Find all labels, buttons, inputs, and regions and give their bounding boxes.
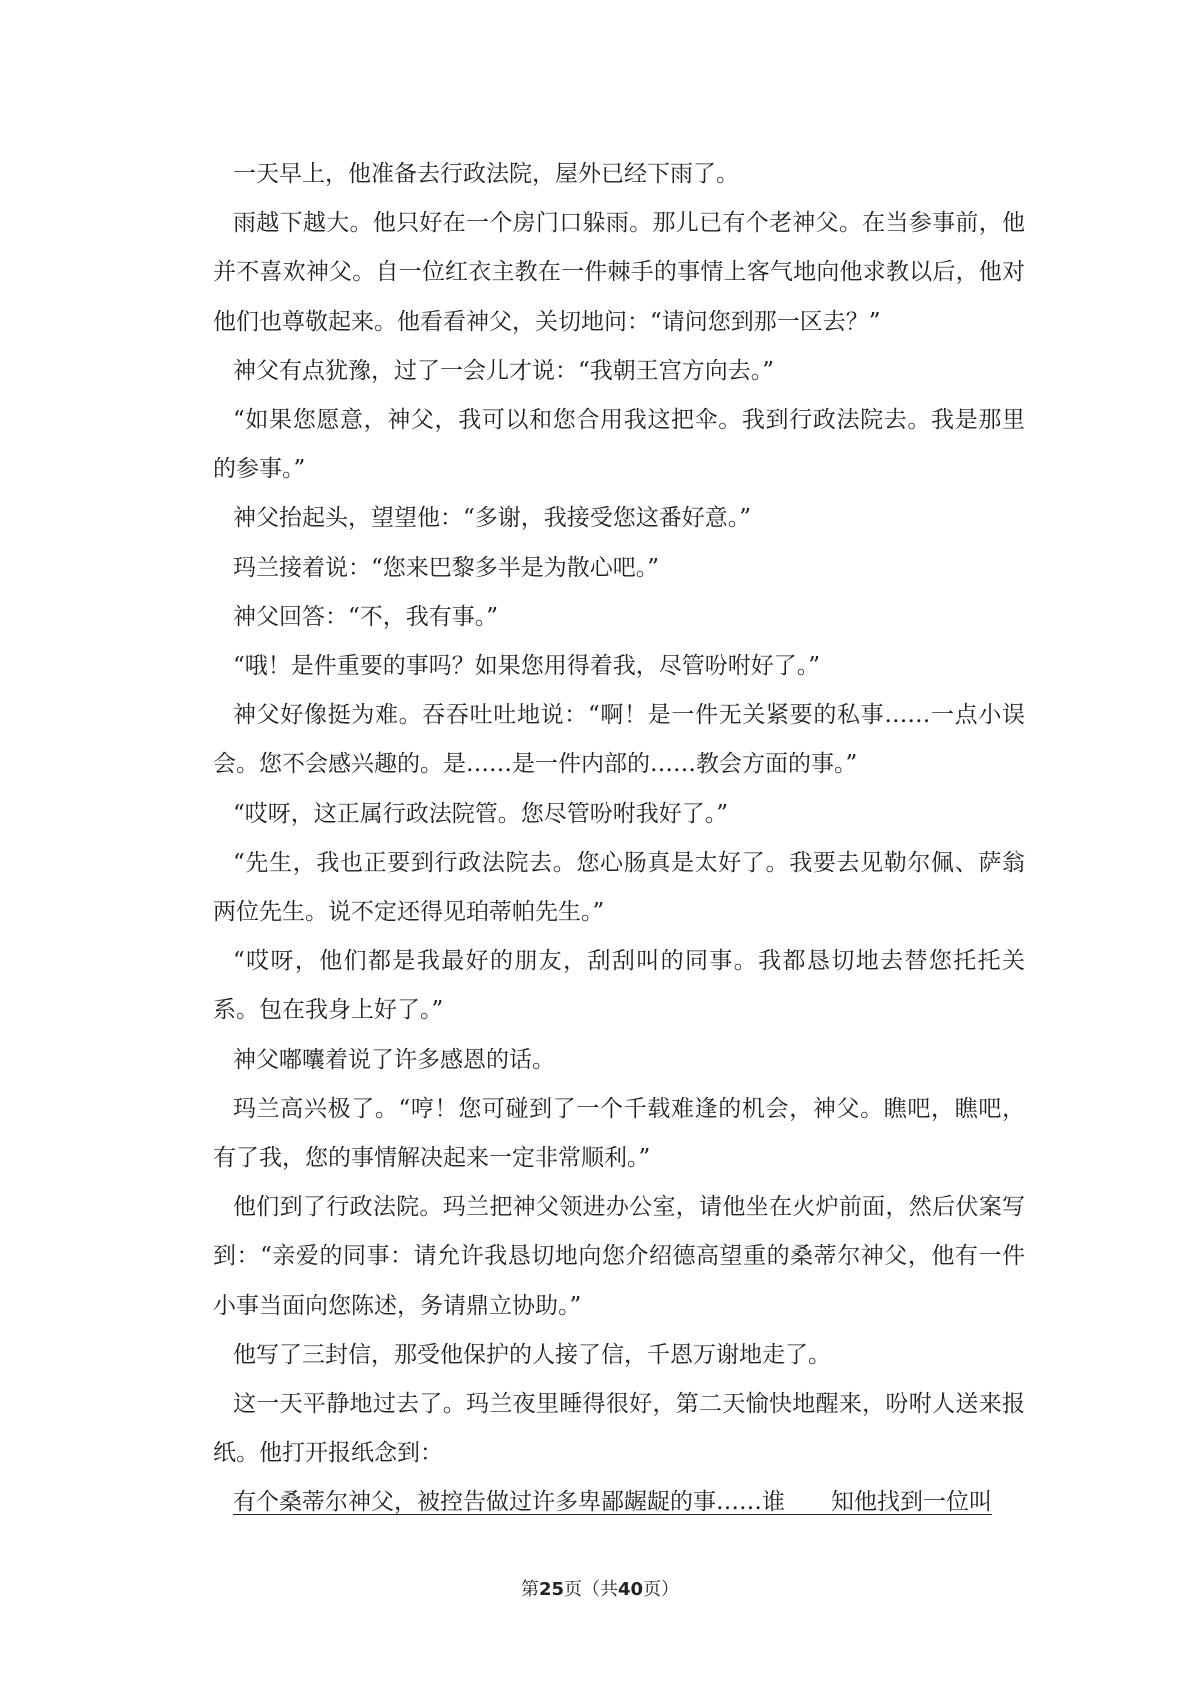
paragraph: 玛兰高兴极了。“哼！您可碰到了一个千载难逢的机会，神父。瞧吧，瞧吧，有了我，您的事情解决起来一定非常顺利。” xyxy=(213,1095,1025,1172)
paragraph: 他们到了行政法院。玛兰把神父领进办公室，请他坐在火炉前面，然后伏案写到：“亲爱的同事：请允许我恳切地向您介绍德高望重的桑蒂尔神父，他有一件小事当面向您陈述，务请鼎立协助。” xyxy=(213,1194,1025,1319)
paragraph: 神父抬起头，望望他：“多谢，我接受您这番好意。” xyxy=(233,505,752,532)
total-pages-number: 40 xyxy=(618,1579,644,1600)
current-page-number: 25 xyxy=(538,1579,564,1600)
paragraph: “哦！是件重要的事吗？如果您用得着我，尽管吩咐好了。” xyxy=(233,653,821,680)
paragraph: “哎呀，他们都是我最好的朋友，刮刮叫的同事。我都恳切地去替您托托关系。包在我身上好了。” xyxy=(213,948,1025,1024)
paragraph: 这一天平静地过去了。玛兰夜里睡得很好，第二天愉快地醒来，吩咐人送来报纸。他打开报纸念到： xyxy=(213,1391,1025,1467)
paragraph: 玛兰接着说：“您来巴黎多半是为散心吧。” xyxy=(233,554,660,581)
body-text xyxy=(213,150,1025,1528)
paragraph: 神父嘟囔着说了许多感恩的话。 xyxy=(233,1046,555,1073)
paragraph: 一天早上，他准备去行政法院，屋外已经下雨了。 xyxy=(233,161,739,187)
footer-suffix: 页） xyxy=(643,1579,680,1600)
paragraph: 雨越下越大。他只好在一个房门口躲雨。那儿已有个老神父。在当参事前，他并不喜欢神父。自一位红衣主教在一件棘手的事情上客气地向他求教以后，他对他们也尊敬起来。他看看神父，关切地问：“请问您到那一区去？” xyxy=(213,210,1025,335)
paragraph: “如果您愿意，神父，我可以和您合用我这把伞。我到行政法院去。我是那里的参事。” xyxy=(213,407,1025,483)
footer-middle: 页（共 xyxy=(564,1579,618,1600)
footer-prefix: 第 xyxy=(520,1579,539,1600)
paragraph: 神父有点犹豫，过了一会儿才说：“我朝王宫方向去。” xyxy=(233,357,775,384)
underlined-paragraph: 有个桑蒂尔神父，被控告做过许多卑鄙龌龊的事……谁 知他找到一位叫 xyxy=(233,1489,992,1516)
paragraph: 他写了三封信，那受他保护的人接了信，千恩万谢地走了。 xyxy=(233,1341,831,1368)
page-footer xyxy=(0,1575,1200,1601)
paragraph: 神父回答：“不，我有事。” xyxy=(233,603,499,630)
paragraph: 神父好像挺为难。吞吞吐吐地说：“啊！是一件无关紧要的私事……一点小误会。您不会感兴趣的。是……是一件内部的……教会方面的事。” xyxy=(213,702,1025,778)
paragraph: “先生，我也正要到行政法院去。您心肠真是太好了。我要去见勒尔佩、萨翁两位先生。说不定还得见珀蒂帕先生。” xyxy=(213,849,1025,926)
paragraph: “哎呀，这正属行政法院管。您尽管吩咐我好了。” xyxy=(233,800,729,827)
